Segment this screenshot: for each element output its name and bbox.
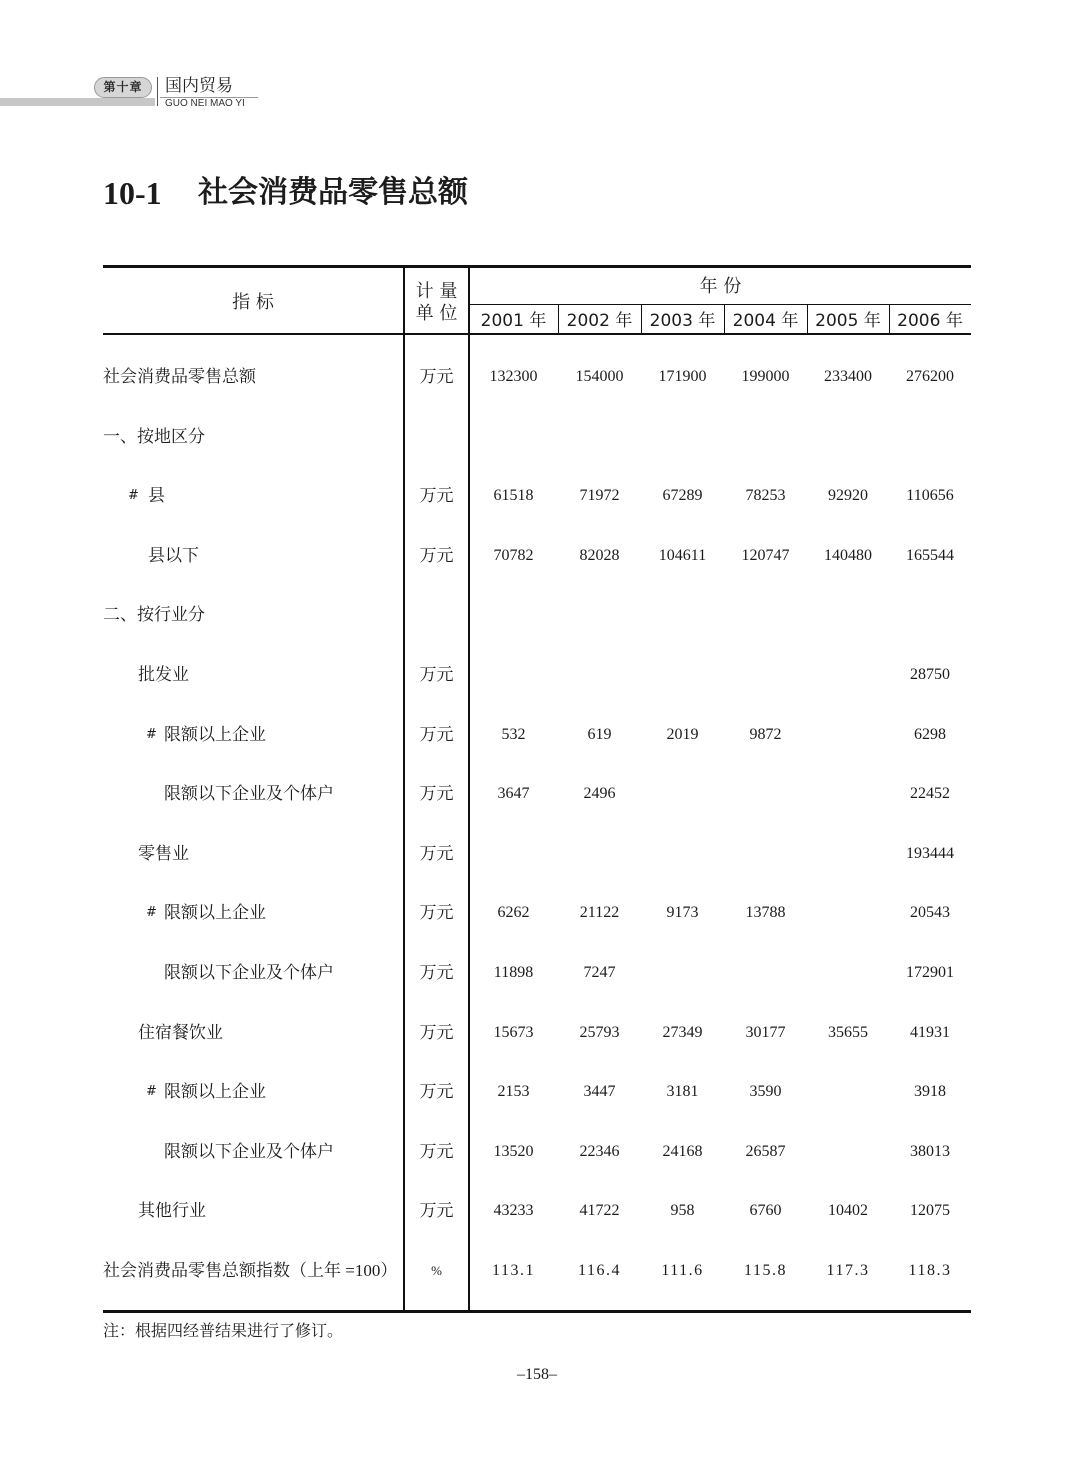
chapter-title: 国内贸易: [165, 76, 233, 96]
row-label: 批发业: [138, 665, 189, 684]
row-value: 193444: [906, 844, 954, 862]
table-number: 10-1: [103, 175, 162, 211]
chapter-pinyin: GUO NEI MAO YI: [165, 98, 245, 109]
table-row: [103, 1199, 971, 1223]
row-value: 71972: [579, 487, 620, 505]
table-row: [103, 1080, 971, 1104]
table-row: [103, 484, 971, 508]
row-value: 115.8: [744, 1262, 787, 1279]
row-value: 6760: [749, 1202, 782, 1220]
unit-header-line2: 单 位: [415, 303, 458, 324]
row-value: 43233: [493, 1202, 534, 1220]
row-unit: 万元: [419, 665, 454, 684]
row-label: 限额以上企业: [164, 1082, 266, 1102]
row-unit: 万元: [419, 367, 454, 386]
indicator-header: 指 标: [232, 292, 274, 313]
row-value: 3447: [583, 1083, 616, 1101]
row-value: 7247: [583, 964, 616, 981]
row-value: 132300: [489, 368, 538, 385]
row-value: 13788: [745, 904, 786, 922]
row-label: 限额以下企业及个体户: [164, 963, 334, 982]
row-unit: 万元: [419, 1082, 454, 1102]
row-unit: 万元: [419, 1022, 454, 1042]
table-row: [103, 425, 971, 449]
row-value: 28750: [910, 666, 950, 683]
row-value: 13520: [493, 1142, 534, 1160]
row-value: 3647: [497, 785, 530, 803]
row-value: 21122: [579, 904, 620, 922]
year-header: 2004 年: [732, 311, 799, 331]
row-value: 233400: [824, 368, 872, 385]
row-unit: 万元: [419, 843, 454, 863]
header-divider: [157, 77, 158, 106]
row-label: 社会消费品零售总额: [103, 367, 256, 386]
header-gray-band: [0, 98, 155, 106]
row-value: 24168: [662, 1142, 703, 1160]
row-value: 22346: [579, 1142, 620, 1160]
chapter-badge: 第十章: [94, 77, 152, 98]
row-value: 35655: [828, 1023, 868, 1041]
page-number: –158–: [517, 1366, 557, 1383]
row-value: 104611: [658, 546, 707, 564]
row-label: 社会消费品零售总额指数（上年 =100）: [103, 1261, 398, 1280]
table-row: [103, 1140, 971, 1164]
row-value: 154000: [575, 368, 624, 385]
row-value: 9872: [749, 725, 782, 743]
row-unit: 万元: [419, 784, 454, 804]
row-value: 30177: [745, 1023, 786, 1041]
row-mark: #: [146, 726, 157, 742]
row-value: 532: [501, 725, 526, 743]
row-value: 27349: [662, 1023, 703, 1041]
row-value: 619: [587, 725, 612, 743]
year-header: 2003 年: [649, 311, 716, 331]
row-value: 15673: [493, 1023, 534, 1041]
unit-header-line1: 计 量: [415, 281, 458, 302]
row-mark: #: [146, 905, 157, 921]
row-value: 11898: [493, 964, 534, 981]
row-label: 住宿餐饮业: [138, 1022, 223, 1042]
row-value: 3181: [666, 1083, 699, 1101]
table-note: 注：根据四经普结果进行了修订。: [103, 1321, 344, 1340]
row-value: 20543: [910, 904, 950, 922]
row-label: 限额以上企业: [164, 724, 266, 744]
table-row: [103, 544, 971, 568]
row-unit: 万元: [419, 545, 454, 565]
row-unit: 万元: [419, 903, 454, 923]
table-row: [103, 782, 971, 806]
row-value: 276200: [906, 368, 954, 385]
row-value: 111.6: [661, 1262, 704, 1279]
row-label: 一、按地区分: [103, 426, 205, 446]
table-body: [103, 265, 971, 1313]
row-value: 2019: [666, 725, 699, 743]
row-value: 10402: [828, 1202, 868, 1220]
table-row: [103, 901, 971, 925]
row-value: 41722: [579, 1202, 620, 1220]
row-value: 9173: [666, 904, 699, 922]
table-row: [103, 961, 971, 985]
table-row: [103, 723, 971, 747]
row-value: 6262: [497, 904, 530, 922]
table-row: [103, 365, 971, 389]
year-header: 2002 年: [566, 311, 633, 331]
row-value: 140480: [824, 546, 872, 564]
row-value: 2153: [497, 1083, 530, 1101]
row-value: 117.3: [826, 1262, 870, 1279]
row-label: 县以下: [148, 545, 199, 565]
year-header: 2006 年: [897, 311, 963, 331]
row-value: 118.3: [908, 1262, 952, 1279]
table-row: [103, 663, 971, 687]
row-label: 零售业: [138, 843, 189, 863]
row-value: 41931: [910, 1023, 950, 1041]
row-value: 165544: [906, 546, 954, 564]
row-unit: 万元: [419, 1201, 454, 1221]
row-value: 116.4: [578, 1262, 621, 1279]
year-group-header: 年 份: [699, 276, 742, 297]
row-value: 3590: [749, 1083, 782, 1101]
year-header: 2001 年: [480, 311, 547, 331]
year-header: 2005 年: [815, 311, 881, 331]
row-label: 限额以下企业及个体户: [164, 1141, 334, 1161]
row-value: 171900: [658, 368, 707, 385]
row-value: 199000: [741, 368, 790, 385]
row-value: 958: [670, 1202, 695, 1220]
table-row: [103, 603, 971, 627]
row-value: 22452: [910, 785, 950, 803]
row-value: 3918: [914, 1083, 946, 1101]
table-row: [103, 842, 971, 866]
table-row: [103, 1259, 971, 1283]
row-unit: 万元: [419, 1141, 454, 1161]
row-mark: #: [146, 1084, 157, 1100]
row-label: 其他行业: [138, 1201, 206, 1221]
row-value: 82028: [579, 546, 620, 564]
row-unit: %: [431, 1263, 442, 1278]
row-label: 县: [148, 486, 165, 506]
row-value: 113.1: [492, 1262, 535, 1279]
row-unit: 万元: [419, 963, 454, 982]
row-unit: 万元: [419, 486, 454, 506]
row-value: 120747: [741, 546, 790, 564]
row-value: 110656: [906, 487, 954, 505]
row-value: 12075: [910, 1202, 950, 1220]
data-table: [103, 265, 971, 1315]
row-label: 限额以下企业及个体户: [164, 784, 334, 804]
row-value: 6298: [914, 725, 946, 743]
row-value: 70782: [493, 546, 534, 564]
row-value: 26587: [745, 1142, 786, 1160]
row-unit: 万元: [419, 724, 454, 744]
row-value: 25793: [579, 1023, 620, 1041]
row-label: 限额以上企业: [164, 903, 266, 923]
row-value: 67289: [662, 487, 703, 505]
row-value: 2496: [583, 785, 616, 803]
row-value: 172901: [906, 964, 954, 981]
table-row: [103, 1021, 971, 1045]
page-title: 社会消费品零售总额: [198, 175, 468, 210]
row-label: 二、按行业分: [103, 605, 205, 625]
row-value: 38013: [910, 1142, 950, 1160]
row-value: 92920: [828, 487, 868, 505]
row-value: 78253: [745, 487, 786, 505]
row-mark: #: [128, 488, 139, 504]
row-value: 61518: [493, 487, 534, 505]
